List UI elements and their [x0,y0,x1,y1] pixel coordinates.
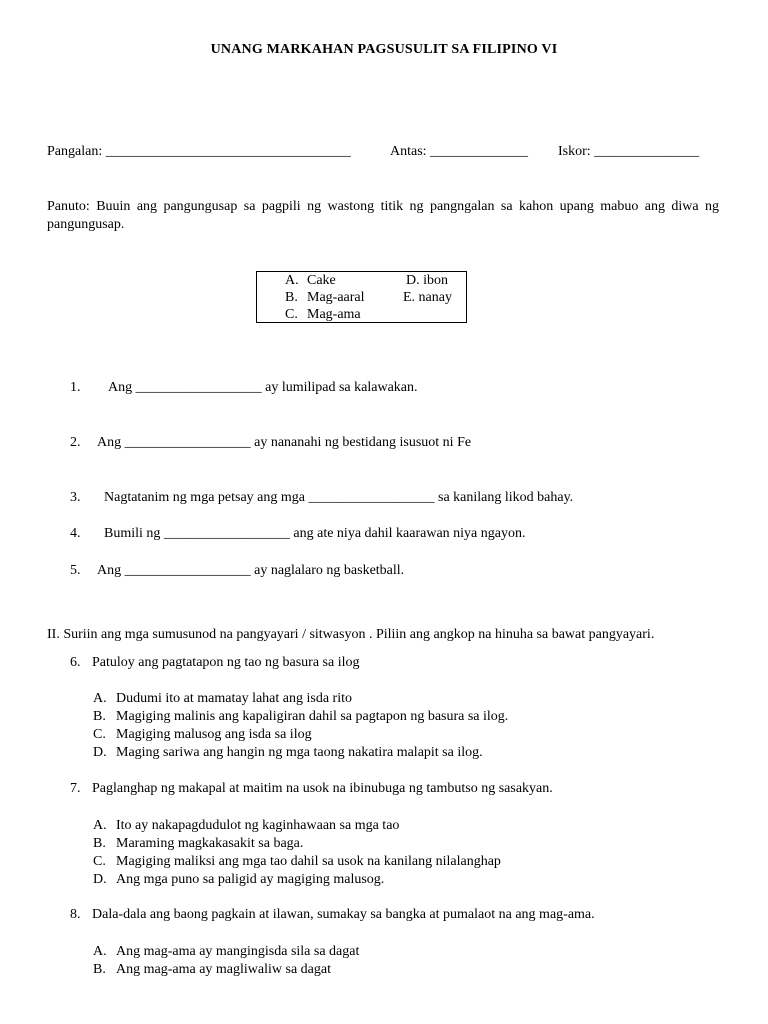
choice-d [406,273,448,289]
option-text: Dudumi ito at mamatay lahat ang isda rito [116,691,352,706]
choice-letter: B. [285,290,298,305]
option-6b [93,709,508,725]
question-number: 2. [70,435,81,450]
option-text: Maging sariwa ang hangin ng mga taong nakatira malapit sa ilog. [116,745,483,760]
question-text: Ang __________________ ay lumilipad sa kalawakan. [108,380,418,395]
question-text: Patuloy ang pagtatapon ng tao ng basura sa ilog [92,655,360,670]
question-text: Bumili ng __________________ ang ate niya dahil kaarawan niya ngayon. [104,526,526,541]
option-letter: B. [93,836,106,851]
question-number: 8. [70,907,81,922]
option-8b [93,962,331,978]
option-text: Ang mag-ama ay mangingisda sila sa dagat [116,944,360,959]
option-letter: D. [93,745,107,760]
option-letter: B. [93,962,106,977]
option-7c [93,854,501,870]
question-text: Ang __________________ ay naglalaro ng basketball. [97,563,405,578]
option-7d [93,872,384,888]
choice-b [285,290,365,306]
option-text: Maraming magkakasakit sa baga. [116,836,304,851]
part2-instructions: II. Suriin ang mga sumusunod na pangyayari / sitwasyon . Piliin ang angkop na hinuha sa bawat pangyayari. [47,627,655,642]
option-letter: A. [93,818,107,833]
name-field[interactable]: Pangalan: ___________________________________ [47,144,351,159]
choice-a [285,273,336,289]
question-text: Dala-dala ang baong pagkain at ilawan, sumakay sa bangka at pumalaot na ang mag-ama. [92,907,595,922]
option-6c [93,727,312,743]
option-text: Ang mga puno sa paligid ay magiging malusog. [116,872,385,887]
question-number: 3. [70,490,81,505]
question-text: Paglanghap ng makapal at maitim na usok na ibinubuga ng tambutso ng sasakyan. [92,781,553,796]
option-text: Ito ay nakapagdudulot ng kaginhawaan sa mga tao [116,818,400,833]
choice-text: D. ibon [406,273,448,288]
option-letter: A. [93,691,107,706]
option-7a [93,818,399,834]
option-text: Ang mag-ama ay magliwaliw sa dagat [116,962,331,977]
option-text: Magiging malinis ang kapaligiran dahil sa pagtapon ng basura sa ilog. [116,709,509,724]
choice-letter: A. [285,273,299,288]
option-letter: B. [93,709,106,724]
choice-text: Mag-ama [307,307,361,322]
question-text: Ang __________________ ay nananahi ng bestidang isusuot ni Fe [97,435,472,450]
option-letter: C. [93,727,106,742]
instructions: Panuto: Buuin ang pangungusap sa pagpili ng wastong titik ng pangngalan sa kahon upang mabuo ang diwa ng pangungusap. [47,199,719,232]
question-number: 7. [70,781,81,796]
choices-box [256,271,467,323]
score-field[interactable]: Iskor: _______________ [558,144,700,159]
option-letter: A. [93,944,107,959]
choice-text: E. nanay [403,290,452,305]
choice-text: Mag-aaral [307,290,365,305]
question-number: 1. [70,380,81,395]
option-6a [93,691,352,707]
question-text: Nagtatanim ng mga petsay ang mga __________________ sa kanilang likod bahay. [104,490,574,505]
option-8a [93,944,359,960]
option-text: Magiging malusog ang isda sa ilog [116,727,312,742]
page-title: UNANG MARKAHAN PAGSUSULIT SA FILIPINO VI [210,42,558,57]
option-text: Magiging maliksi ang mga tao dahil sa usok na kanilang nilalanghap [116,854,501,869]
option-letter: C. [93,854,106,869]
choice-letter: C. [285,307,298,322]
option-7b [93,836,303,852]
question-number: 4. [70,526,81,541]
option-6d [93,745,483,761]
choice-text: Cake [307,273,336,288]
question-number: 6. [70,655,81,670]
option-letter: D. [93,872,107,887]
grade-field[interactable]: Antas: ______________ [390,144,529,159]
question-number: 5. [70,563,81,578]
choice-c [285,307,361,323]
choice-e [403,290,452,306]
